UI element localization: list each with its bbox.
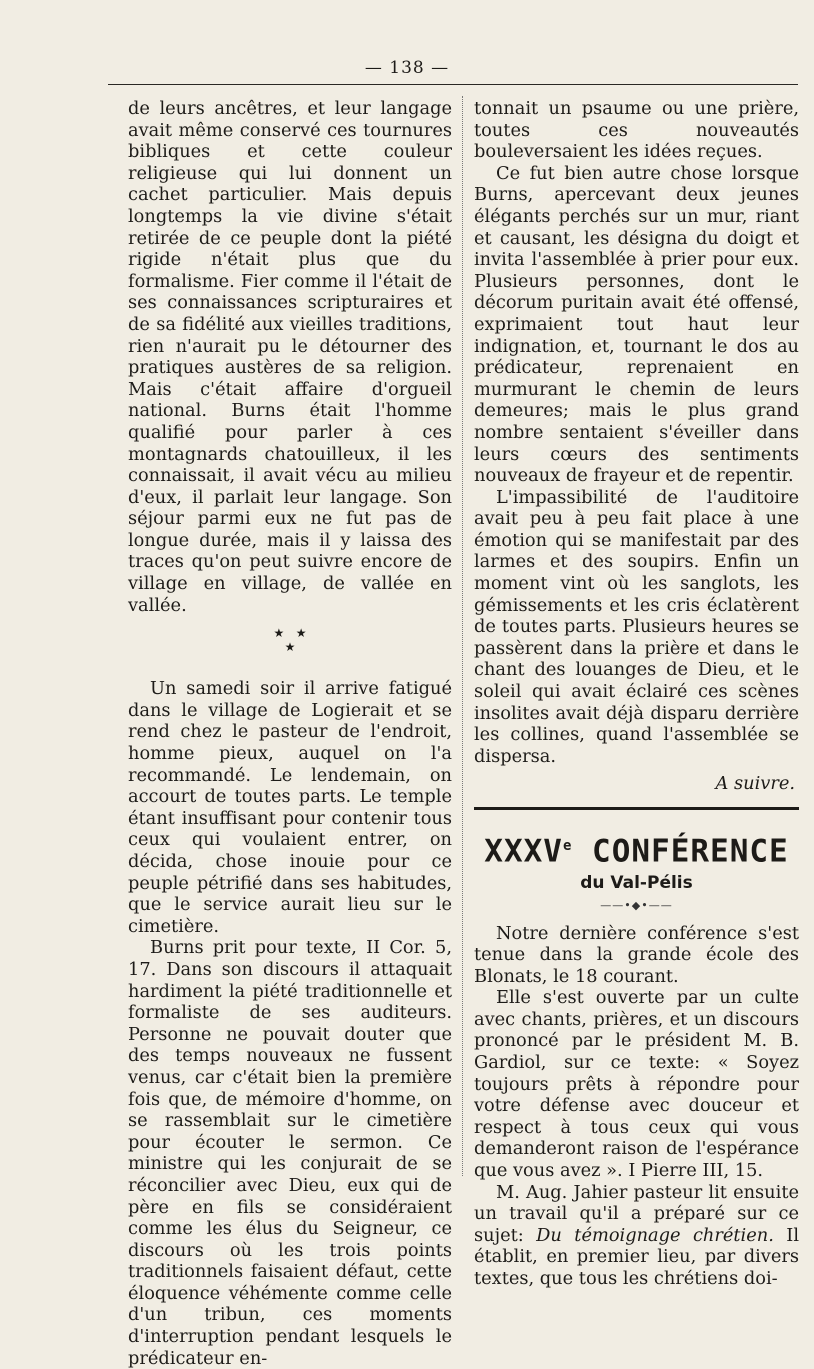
essay-title: Du témoignage chrétien. — [536, 1224, 774, 1246]
conference-paragraph-3 — [474, 1182, 799, 1290]
column-divider — [462, 96, 463, 1176]
left-paragraph-1: de leurs ancêtres, et leur langage avait même conservé ces tournures bibliques et cette couleur religieuse qui lui donnent un cachet particulier. Mais depuis longtemps la vie divine s'était retirée de ce peuple dont la piété rigide n'était plus que du formalisme. Fier comme il l'était de ses connaissances scripturaires et de sa fidélité aux vieilles traditions, rien n'aurait pu le détourner des pratiques austères de sa religion. Mais c'était affaire d'orgueil national. Burns était l'homme qualifié pour parler à ces montagnards chatouilleux, il les connaissait, il avait vécu au milieu d'eux, il parlait leur langage. Son séjour parmi eux ne fut pas de longue durée, mais il y laissa des traces qu'on peut suivre encore de village en village, de vallée en vallée. — [128, 98, 452, 616]
conference-paragraph-1: Notre dernière conférence s'est tenue dans la grande école des Blonats, le 18 courant. — [474, 922, 799, 987]
conference-paragraph-3-end: Il établit, en premier lieu, par divers textes, que tous les chrétiens doi- — [474, 1224, 799, 1290]
page-number: — 138 — — [364, 58, 450, 78]
right-paragraph-2: Ce fut bien autre chose lorsque Burns, apercevant deux jeunes élégants perchés sur un mur, riant et causant, les désigna du doigt et invita l'assemblée à prier pour eux. Plusieurs personnes, dont le décorum puritain avait été offensé, exprimaient tout haut leur indignation, et, tournant le dos au prédicateur, reprenaient en murmurant le chemin de leurs demeures; mais le plus grand nombre sentaient s'éveiller dans leurs cœurs des sentiments nouveaux de frayeur et de repentir. — [474, 162, 799, 487]
conference-paragraph-2: Elle s'est ouverte par un culte avec chants, prières, et un discours prononcé par le président M. B. Gardiol, sur ce texte: « Soyez toujours prêts à répondre pour votre défense avec douceur et respect à tous ceux qui vous demanderont raison de l'espérance que vous avez ». I Pierre III, 15. — [474, 987, 799, 1182]
conference-title — [474, 828, 799, 869]
conference-paragraph-3-start: M. Aug. Jahier pasteur lit ensuite un travail qu'il a préparé sur ce sujet: — [474, 1181, 799, 1246]
ornament-divider: ——•◆•—— — [600, 898, 673, 912]
section-rule — [474, 807, 799, 810]
conference-title-number: XXXV — [484, 833, 563, 870]
right-paragraph-3: L'impassibilité de l'auditoire avait peu à peu fait place à une émotion qui se manifestait par des larmes et des soupirs. Enfin un moment vint où les sanglots, les gémissements et les cris éclatèrent de toutes parts. Plusieurs heures se passèrent dans la prière et dans le chant des louanges de Dieu, et le soleil qui avait éclairé ces scènes insolites avait déjà disparu derrière les collines, quand l'assemblée se dispersa. — [474, 486, 799, 767]
conference-subtitle: du Val-Pélis — [580, 873, 693, 894]
left-paragraph-3: Burns prit pour texte, II Cor. 5, 17. Dans son discours il attaquait hardiment la piété traditionnelle et formaliste de ses auditeurs. Personne ne pouvait douter que des temps nouveaux ne fussent venus, car c'était bien la première fois que, de mémoire d'homme, on se rassemblait sur le cimetière pour écouter le sermon. Ce ministre qui les conjurait de se réconcilier avec Dieu, eux qui de père en fils se considéraient comme les élus du Seigneur, ce discours où les trois points traditionnels faisaient défaut, cette éloquence véhémente comme celle d'un tribun, ces moments d'interruption pendant lesquels le prédicateur en- — [128, 937, 452, 1369]
conference-title-superscript: e — [562, 838, 573, 854]
to-be-continued: A suivre. — [715, 773, 795, 795]
right-column — [474, 98, 799, 1290]
header-rule — [108, 84, 798, 85]
left-column — [128, 98, 452, 1369]
right-paragraph-1: tonnait un psaume ou une prière, toutes ces nouveautés bouleversaient les idées reçues. — [474, 98, 799, 163]
section-break-stars: ★ ★ ★ — [273, 626, 307, 655]
left-paragraph-2: Un samedi soir il arrive fatigué dans le village de Logierait et se rend chez le pasteur de l'endroit, homme pieux, auquel on l'a recommandé. Le lendemain, on accourt de toutes parts. Le temple étant insuffisant pour contenir tous ceux qui voulaient entrer, on décida, chose inouie pour ce peuple pétrifié dans ses habitudes, que le service aurait lieu sur le cimetière. — [128, 678, 452, 937]
conference-title-word: CONFÉRENCE — [572, 833, 789, 870]
